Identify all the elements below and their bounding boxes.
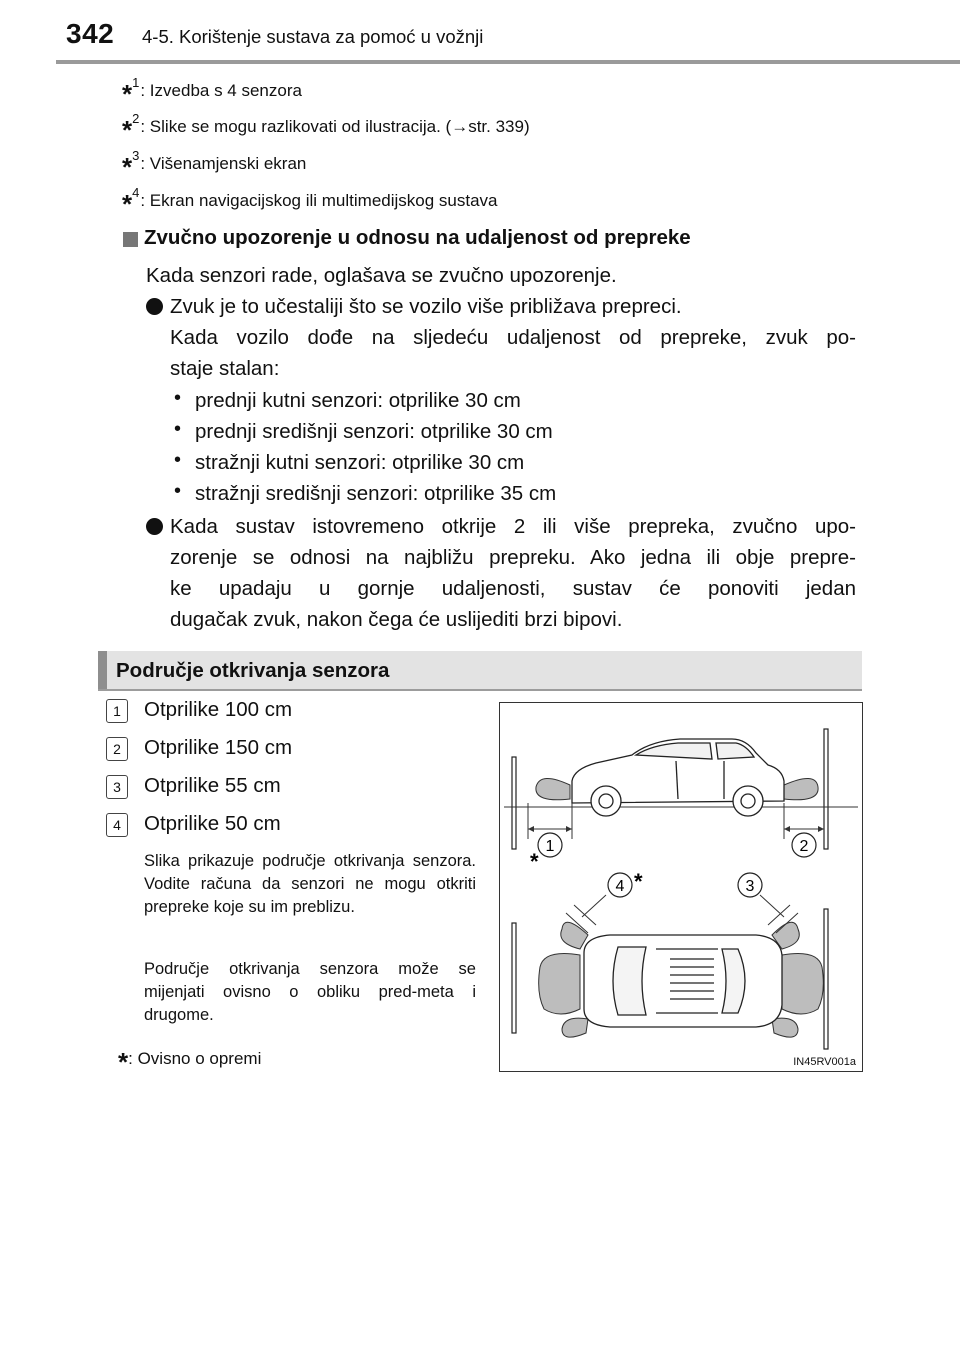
bullet2-line2: zorenje se odnosi na najbližu prepreku. Ako jedna ili obje prepre- — [170, 546, 856, 569]
equipment-footnote: *: Ovisno o opremi — [118, 1047, 262, 1077]
figure-star-1: * — [530, 849, 539, 874]
bullet1-line2: Kada vozilo dođe na sljedeću udaljenost od prepreke, zvuk po- — [170, 326, 856, 349]
subitem-3: stražnji kutni senzori: otprilike 30 cm — [195, 451, 525, 474]
note-2: Područje otkrivanja senzora može se mijenjati ovisno o obliku pred-meta i drugome. — [144, 960, 476, 1024]
footnote-1: *$^1$: Izvedba s 4 senzora — [122, 75, 302, 109]
subitem-2: prednji središnji senzori: otprilike 30 cm — [195, 420, 553, 443]
detection-banner — [98, 651, 862, 689]
bullet1-line3: staje stalan: — [170, 357, 280, 380]
rear-detection-zone — [536, 778, 570, 799]
bullet2-line3: ke upadaju u gornje udaljenosti, sustav će ponoviti jedan — [170, 577, 856, 600]
car-top-view — [584, 935, 782, 1027]
page-number: 342 — [66, 18, 115, 49]
item-text-2: Otprilike 150 cm — [144, 736, 293, 759]
sub-bullet-icon: • — [174, 480, 182, 502]
rear-obstacle-wall-top — [512, 923, 516, 1033]
subitem-1: prednji kutni senzori: otprilike 30 cm — [195, 389, 521, 412]
callout-2 — [792, 833, 816, 857]
front-obstacle-wall-top — [824, 909, 828, 1049]
section-title: 4-5. Korištenje sustava za pomoć u vožnji — [142, 26, 484, 47]
bullet2-line1: Kada sustav istovremeno otkrije 2 ili više prepreka, zvučno upo- — [170, 515, 856, 538]
callout-1 — [538, 833, 562, 857]
bullet-dot-icon — [146, 298, 163, 315]
intro-text: Kada senzori rade, oglašava se zvučno upozorenje. — [146, 264, 617, 287]
footnote-4: *$^4$: Ekran navigacijskog ili multimedijskog sustava — [122, 185, 498, 219]
svg-text:1: 1 — [545, 838, 555, 855]
svg-text:2: 2 — [799, 838, 809, 855]
item-number-4: 4 — [106, 813, 128, 837]
item-text-4: Otprilike 50 cm — [144, 812, 281, 835]
footnote-2: *$^2$: Slike se mogu razlikovati od ilustracija. (→str. 339) — [122, 111, 530, 145]
page-header — [0, 0, 960, 60]
front-detection-zone — [784, 778, 818, 799]
footnote-3: *$^3$: Višenamjenski ekran — [122, 148, 307, 182]
svg-text:4: 4 — [615, 878, 625, 895]
car-side-view — [572, 739, 784, 816]
rear-obstacle-wall — [512, 757, 516, 849]
item-number-3: 3 — [106, 775, 128, 799]
sub-bullet-icon: • — [174, 387, 182, 409]
figure-star-2: * — [634, 869, 643, 894]
sensor-diagram — [499, 702, 863, 1072]
figure-code: IN45RV001a — [793, 1056, 856, 1068]
subitem-4: stražnji središnji senzori: otprilike 35 cm — [195, 482, 557, 505]
bullet-dot-icon — [146, 518, 163, 535]
front-obstacle-wall — [824, 729, 828, 849]
sub-bullet-icon: • — [174, 418, 182, 440]
header-rule — [56, 60, 960, 64]
sensor-diagram-svg — [500, 703, 862, 1071]
item-number-1: 1 — [106, 699, 128, 723]
sub-bullet-icon: • — [174, 449, 182, 471]
bullet2-line4: dugačak zvuk, nakon čega će uslijediti brzi bipovi. — [170, 608, 623, 631]
banner-rule — [98, 689, 862, 691]
callout-3 — [738, 873, 762, 897]
note-1: Slika prikazuje područje otkrivanja senzora. Vodite računa da senzori ne mogu otkriti prepreke koje su im preblizu. — [144, 852, 476, 916]
item-number-2: 2 — [106, 737, 128, 761]
item-text-1: Otprilike 100 cm — [144, 698, 293, 721]
svg-text:3: 3 — [745, 878, 755, 895]
bullet1-line1: Zvuk je to učestaliji što se vozilo više približava prepreci. — [170, 295, 682, 318]
callout-4 — [608, 873, 632, 897]
item-text-3: Otprilike 55 cm — [144, 774, 281, 797]
section-heading: Zvučno upozorenje u odnosu na udaljenost od prepreke — [144, 226, 691, 249]
banner-title: Područje otkrivanja senzora — [116, 659, 390, 682]
heading-square-icon — [123, 232, 138, 247]
